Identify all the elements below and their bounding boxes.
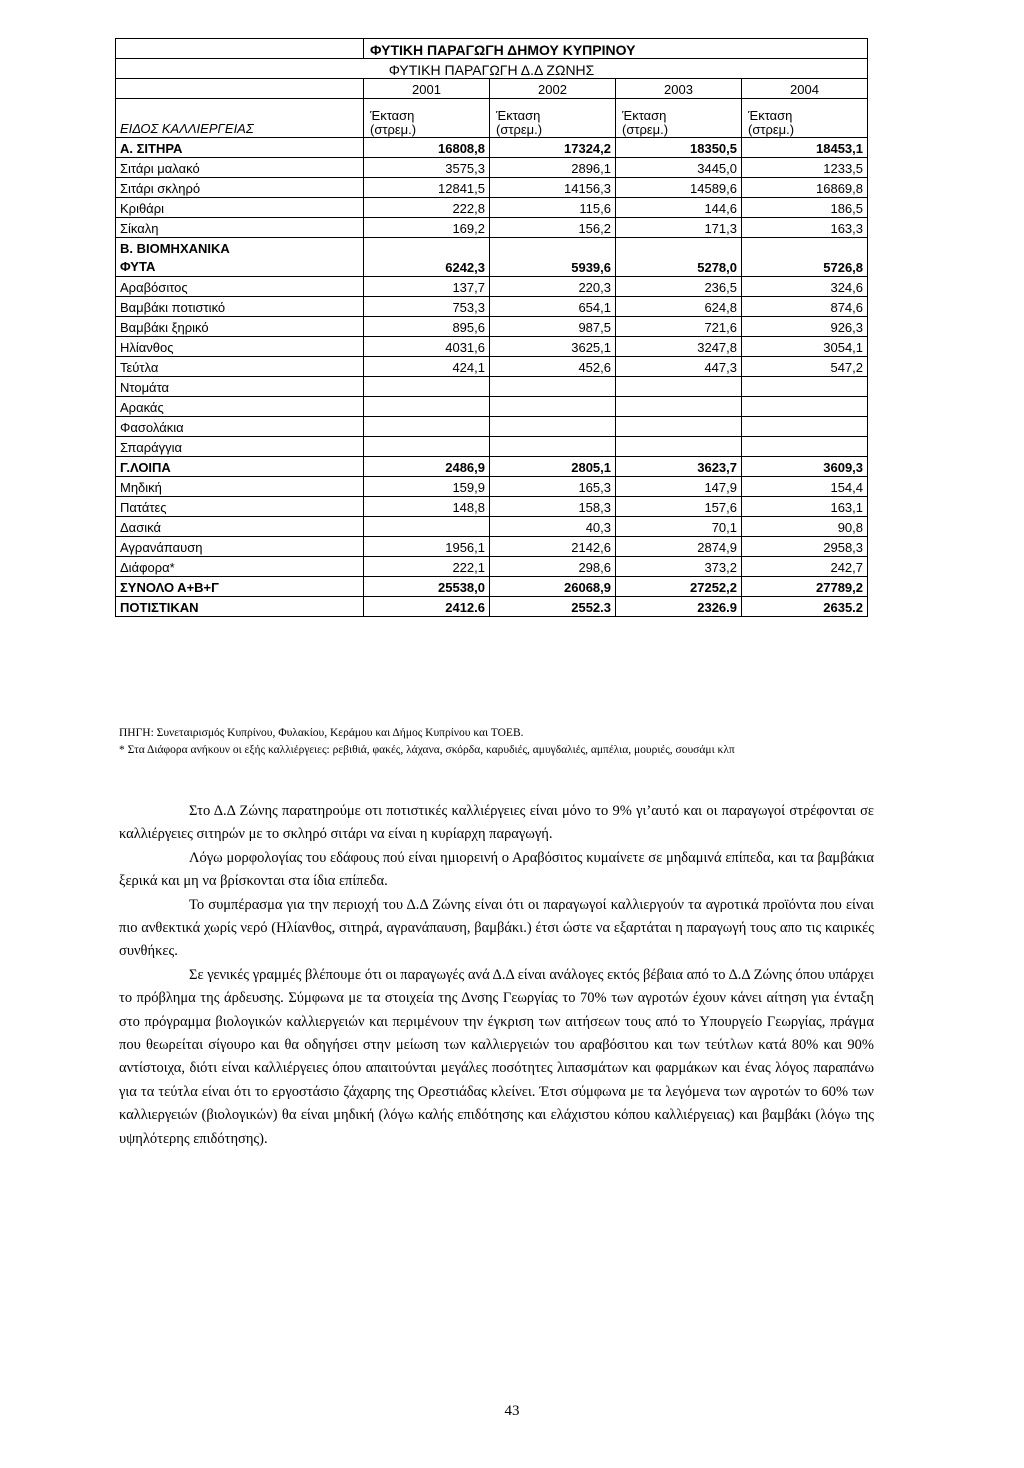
crop-label: Γ.ΛΟΙΠΑ [116,457,364,477]
table-row [116,178,868,198]
years-row [116,79,868,99]
area-value-cell: 753,3 [364,297,490,317]
area-value-cell: 236,5 [616,277,742,297]
area-value-cell: 2142,6 [490,537,616,557]
crop-label: Σίκαλη [116,218,364,238]
area-value-cell: 70,1 [616,517,742,537]
table-row [116,138,868,158]
table-row [116,437,868,457]
year-header: 2001 [364,79,490,99]
area-value-cell: 115,6 [490,198,616,218]
area-value-cell: 220,3 [490,277,616,297]
table-row [116,477,868,497]
area-value-cell: 90,8 [742,517,868,537]
crop-label: Μηδική [116,477,364,497]
misc-crops-note: * Στα Διάφορα ανήκουν οι εξής καλλιέργειες: ρεβιθιά, φακές, λάχανα, σκόρδα, καρυδιές, αμυγδαλιές, αμπέλια, μουριές, σουσάμι κλπ [119,744,735,756]
body-paragraph: Λόγω μορφολογίας του εδάφους πού είναι ημιορεινή ο Αραβόσιτος κυμαίνετε σε μηδαμινά επίπεδα, και τα βαμβάκια ξερικά και μη να βρίσκονται στα ίδια επίπεδα. [119,849,874,890]
table-row [116,597,868,617]
table-row [116,337,868,357]
area-value-cell [364,417,490,437]
body-paragraph: Το συμπέρασμα για την περιοχή του Δ.Δ Ζώνης είναι ότι οι παραγωγοί καλλιεργούν τα αγροτικά προϊόντα που είναι πιο ανθεκτικά χωρίς νερό (Ηλίανθος, σιτηρά, αγρανάπαυση, βαμβάκι.) έτσι ώστε να εξαρτάται η παραγωγή τους απο τις καιρικές συνθήκες. [119,896,874,960]
area-label: Έκταση [496,108,541,123]
area-unit: (στρεμ.) [496,122,543,137]
area-value-cell: 163,1 [742,497,868,517]
area-label: Έκταση [622,108,667,123]
crop-label: ΠΟΤΙΣΤΙΚΑΝ [116,597,364,617]
area-value-cell: 926,3 [742,317,868,337]
crop-label: Ντομάτα [116,377,364,397]
footnotes [119,725,879,759]
area-header [490,99,616,138]
area-value-cell: 3054,1 [742,337,868,357]
area-value-cell: 159,9 [364,477,490,497]
area-value-cell: 895,6 [364,317,490,337]
area-value-cell [490,417,616,437]
area-value-cell: 654,1 [490,297,616,317]
area-value-cell: 452,6 [490,357,616,377]
area-value-cell: 3575,3 [364,158,490,178]
table-row [116,377,868,397]
area-value-cell: 157,6 [616,497,742,517]
area-value-cell: 4031,6 [364,337,490,357]
area-label: Έκταση [370,108,415,123]
crop-label: Αραβόσιτος [116,277,364,297]
area-value-cell: 163,3 [742,218,868,238]
area-value-cell: 12841,5 [364,178,490,198]
area-value-cell [490,377,616,397]
area-value-cell: 424,1 [364,357,490,377]
area-value-cell [490,397,616,417]
crop-label: Σιτάρι μαλακό [116,158,364,178]
table-row [116,557,868,577]
area-value-cell: 144,6 [616,198,742,218]
body-paragraph: Σε γενικές γραμμές βλέπουμε ότι οι παραγωγές ανά Δ.Δ είναι ανάλογες εκτός βέβαια από το Δ.Δ Ζώνης όπου υπάρχει το πρόβλημα της άρδευσης. Σύμφωνα με τα στοιχεία της Δνσης Γεωργίας το 70% των αγροτών έχουν κάνει αίτηση για ένταξη στο πρόγραμμα βιολογικών καλλιεργειών και περιμένουν την έγκριση των αιτήσεων τους από το Υπουργείο Γεωργίας, πράγμα που θεωρείται σίγουρο και θα οδηγήσει στην μείωση των καλλιεργειών του αραβόσιτου και των τεύτλων κατά 80% και 90% αντίστοιχα, διότι είναι καλλιέργειες όπου απαιτούνται μεγάλες ποσότητες λιπασμάτων και φαρμάκων και ένας λόγος παραπάνω για τα τεύτλα είναι ότι το εργοστάσιο ζάχαρης της Ορεστιάδας κλείνει. Έτσι σύμφωνα με τα λεγόμενα των αγροτών το 60% των καλλιεργειών (βιολογικών) θα είναι μηδική (λόγω καλής επιδότησης και ελάχιστου κόπου καλλιέργειας) και βαμβάκι (λόγω της υψηλότερης επιδότησης). [119,966,874,1147]
crop-label: Αρακάς [116,397,364,417]
area-value-cell: 3625,1 [490,337,616,357]
area-value-cell: 17324,2 [490,138,616,158]
area-value-cell: 447,3 [616,357,742,377]
table-row [116,577,868,597]
area-header [364,99,490,138]
body-paragraph: Στο Δ.Δ Ζώνης παρατηρούμε οτι ποτιστικές καλλιέργειες είναι μόνο το 9% γι’αυτό και οι παραγωγοί στρέφονται σε καλλιέργειες σιτηρών με το σκληρό σιτάρι να είναι η κυρίαρχη παραγωγή. [119,803,874,843]
area-value-cell [742,377,868,397]
area-value-cell [616,397,742,417]
area-value-cell: 171,3 [616,218,742,238]
crop-label: Βαμβάκι ποτιστικό [116,297,364,317]
area-value-cell: 2958,3 [742,537,868,557]
area-value-cell [364,517,490,537]
area-value-cell: 5726,8 [742,238,868,277]
area-value-cell: 14156,3 [490,178,616,198]
table-subtitle: ΦΥΤΙΚΗ ΠΑΡΑΓΩΓΗ Δ.Δ ΖΩΝΗΣ [116,59,868,79]
area-header [742,99,868,138]
crop-label: Σπαράγγια [116,437,364,457]
area-value-cell [742,417,868,437]
table-subtitle-row [116,59,868,79]
area-value-cell: 5278,0 [616,238,742,277]
crop-label: Σιτάρι σκληρό [116,178,364,198]
area-unit: (στρεμ.) [622,122,669,137]
area-value-cell: 16869,8 [742,178,868,198]
production-table [115,38,868,617]
table-row [116,277,868,297]
area-value-cell: 624,8 [616,297,742,317]
area-value-cell [616,437,742,457]
crop-label: Πατάτες [116,497,364,517]
table-row [116,317,868,337]
crop-label: Διάφορα* [116,557,364,577]
area-value-cell: 373,2 [616,557,742,577]
area-value-cell: 156,2 [490,218,616,238]
area-value-cell: 26068,9 [490,577,616,597]
area-value-cell: 2635.2 [742,597,868,617]
area-value-cell [364,437,490,457]
area-value-cell: 6242,3 [364,238,490,277]
area-value-cell: 3247,8 [616,337,742,357]
area-value-cell: 222,1 [364,557,490,577]
production-table-container [115,38,867,617]
area-value-cell: 186,5 [742,198,868,218]
area-value-cell: 148,8 [364,497,490,517]
area-value-cell: 16808,8 [364,138,490,158]
area-value-cell [616,377,742,397]
area-value-cell: 324,6 [742,277,868,297]
area-value-cell: 25538,0 [364,577,490,597]
area-value-cell: 874,6 [742,297,868,317]
area-value-cell: 2896,1 [490,158,616,178]
area-value-cell: 2874,9 [616,537,742,557]
crop-label: Κριθάρι [116,198,364,218]
area-value-cell: 165,3 [490,477,616,497]
table-row [116,417,868,437]
table-row [116,357,868,377]
crop-label: Τεύτλα [116,357,364,377]
area-value-cell [742,397,868,417]
area-value-cell: 242,7 [742,557,868,577]
area-value-cell: 3623,7 [616,457,742,477]
area-value-cell: 18350,5 [616,138,742,158]
area-value-cell: 14589,6 [616,178,742,198]
area-value-cell [364,377,490,397]
area-value-cell: 27789,2 [742,577,868,597]
area-value-cell: 721,6 [616,317,742,337]
crop-label-line: ΦΥΤΑ [120,259,156,274]
area-unit: (στρεμ.) [370,122,417,137]
area-value-cell [490,437,616,457]
crop-label: ΣΥΝΟΛΟ Α+Β+Γ [116,577,364,597]
area-value-cell: 222,8 [364,198,490,218]
crop-type-header: ΕΙΔΟΣ ΚΑΛΛΙΕΡΓΕΙΑΣ [116,99,364,138]
crop-label [116,238,364,277]
year-header: 2004 [742,79,868,99]
area-value-cell [742,437,868,457]
area-value-cell: 40,3 [490,517,616,537]
column-header-row [116,99,868,138]
area-value-cell: 158,3 [490,497,616,517]
area-value-cell: 5939,6 [490,238,616,277]
table-row [116,158,868,178]
source-note: ΠΗΓΗ: Συνεταιρισμός Κυπρίνου, Φυλακίου, Κεράμου και Δήμος Κυπρίνου και ΤΟΕΒ. [119,727,524,739]
crop-label: Βαμβάκι ξηρικό [116,317,364,337]
area-value-cell: 2552.3 [490,597,616,617]
area-value-cell: 987,5 [490,317,616,337]
area-value-cell [364,397,490,417]
area-value-cell: 1956,1 [364,537,490,557]
area-value-cell: 2805,1 [490,457,616,477]
area-value-cell: 18453,1 [742,138,868,158]
table-row [116,397,868,417]
area-value-cell: 547,2 [742,357,868,377]
table-row [116,297,868,317]
area-label: Έκταση [748,108,793,123]
area-value-cell: 2326.9 [616,597,742,617]
area-value-cell: 3445,0 [616,158,742,178]
table-title-row [116,39,868,59]
table-row [116,218,868,238]
crop-label: Ηλίανθος [116,337,364,357]
body-text [119,800,874,1151]
area-value-cell: 298,6 [490,557,616,577]
year-header: 2003 [616,79,742,99]
area-value-cell: 169,2 [364,218,490,238]
area-value-cell: 3609,3 [742,457,868,477]
area-value-cell: 2412.6 [364,597,490,617]
area-value-cell: 1233,5 [742,158,868,178]
page-number: 43 [504,1403,520,1419]
crop-label: Αγρανάπαυση [116,537,364,557]
area-value-cell: 137,7 [364,277,490,297]
table-row [116,537,868,557]
table-row [116,198,868,218]
table-row [116,517,868,537]
area-value-cell: 2486,9 [364,457,490,477]
table-row [116,457,868,477]
crop-label-line: Β. ΒΙΟΜΗΧΑΝΙΚΑ [120,241,230,256]
crop-label: Φασολάκια [116,417,364,437]
area-value-cell [616,417,742,437]
table-row [116,497,868,517]
crop-label: Α. ΣΙΤΗΡΑ [116,138,364,158]
area-header [616,99,742,138]
table-title: ΦΥΤΙΚΗ ΠΑΡΑΓΩΓΗ ΔΗΜΟΥ ΚΥΠΡΙΝΟΥ [364,39,868,59]
table-row [116,238,868,277]
area-value-cell: 27252,2 [616,577,742,597]
area-value-cell: 147,9 [616,477,742,497]
crop-label: Δασικά [116,517,364,537]
area-unit: (στρεμ.) [748,122,795,137]
year-header: 2002 [490,79,616,99]
area-value-cell: 154,4 [742,477,868,497]
